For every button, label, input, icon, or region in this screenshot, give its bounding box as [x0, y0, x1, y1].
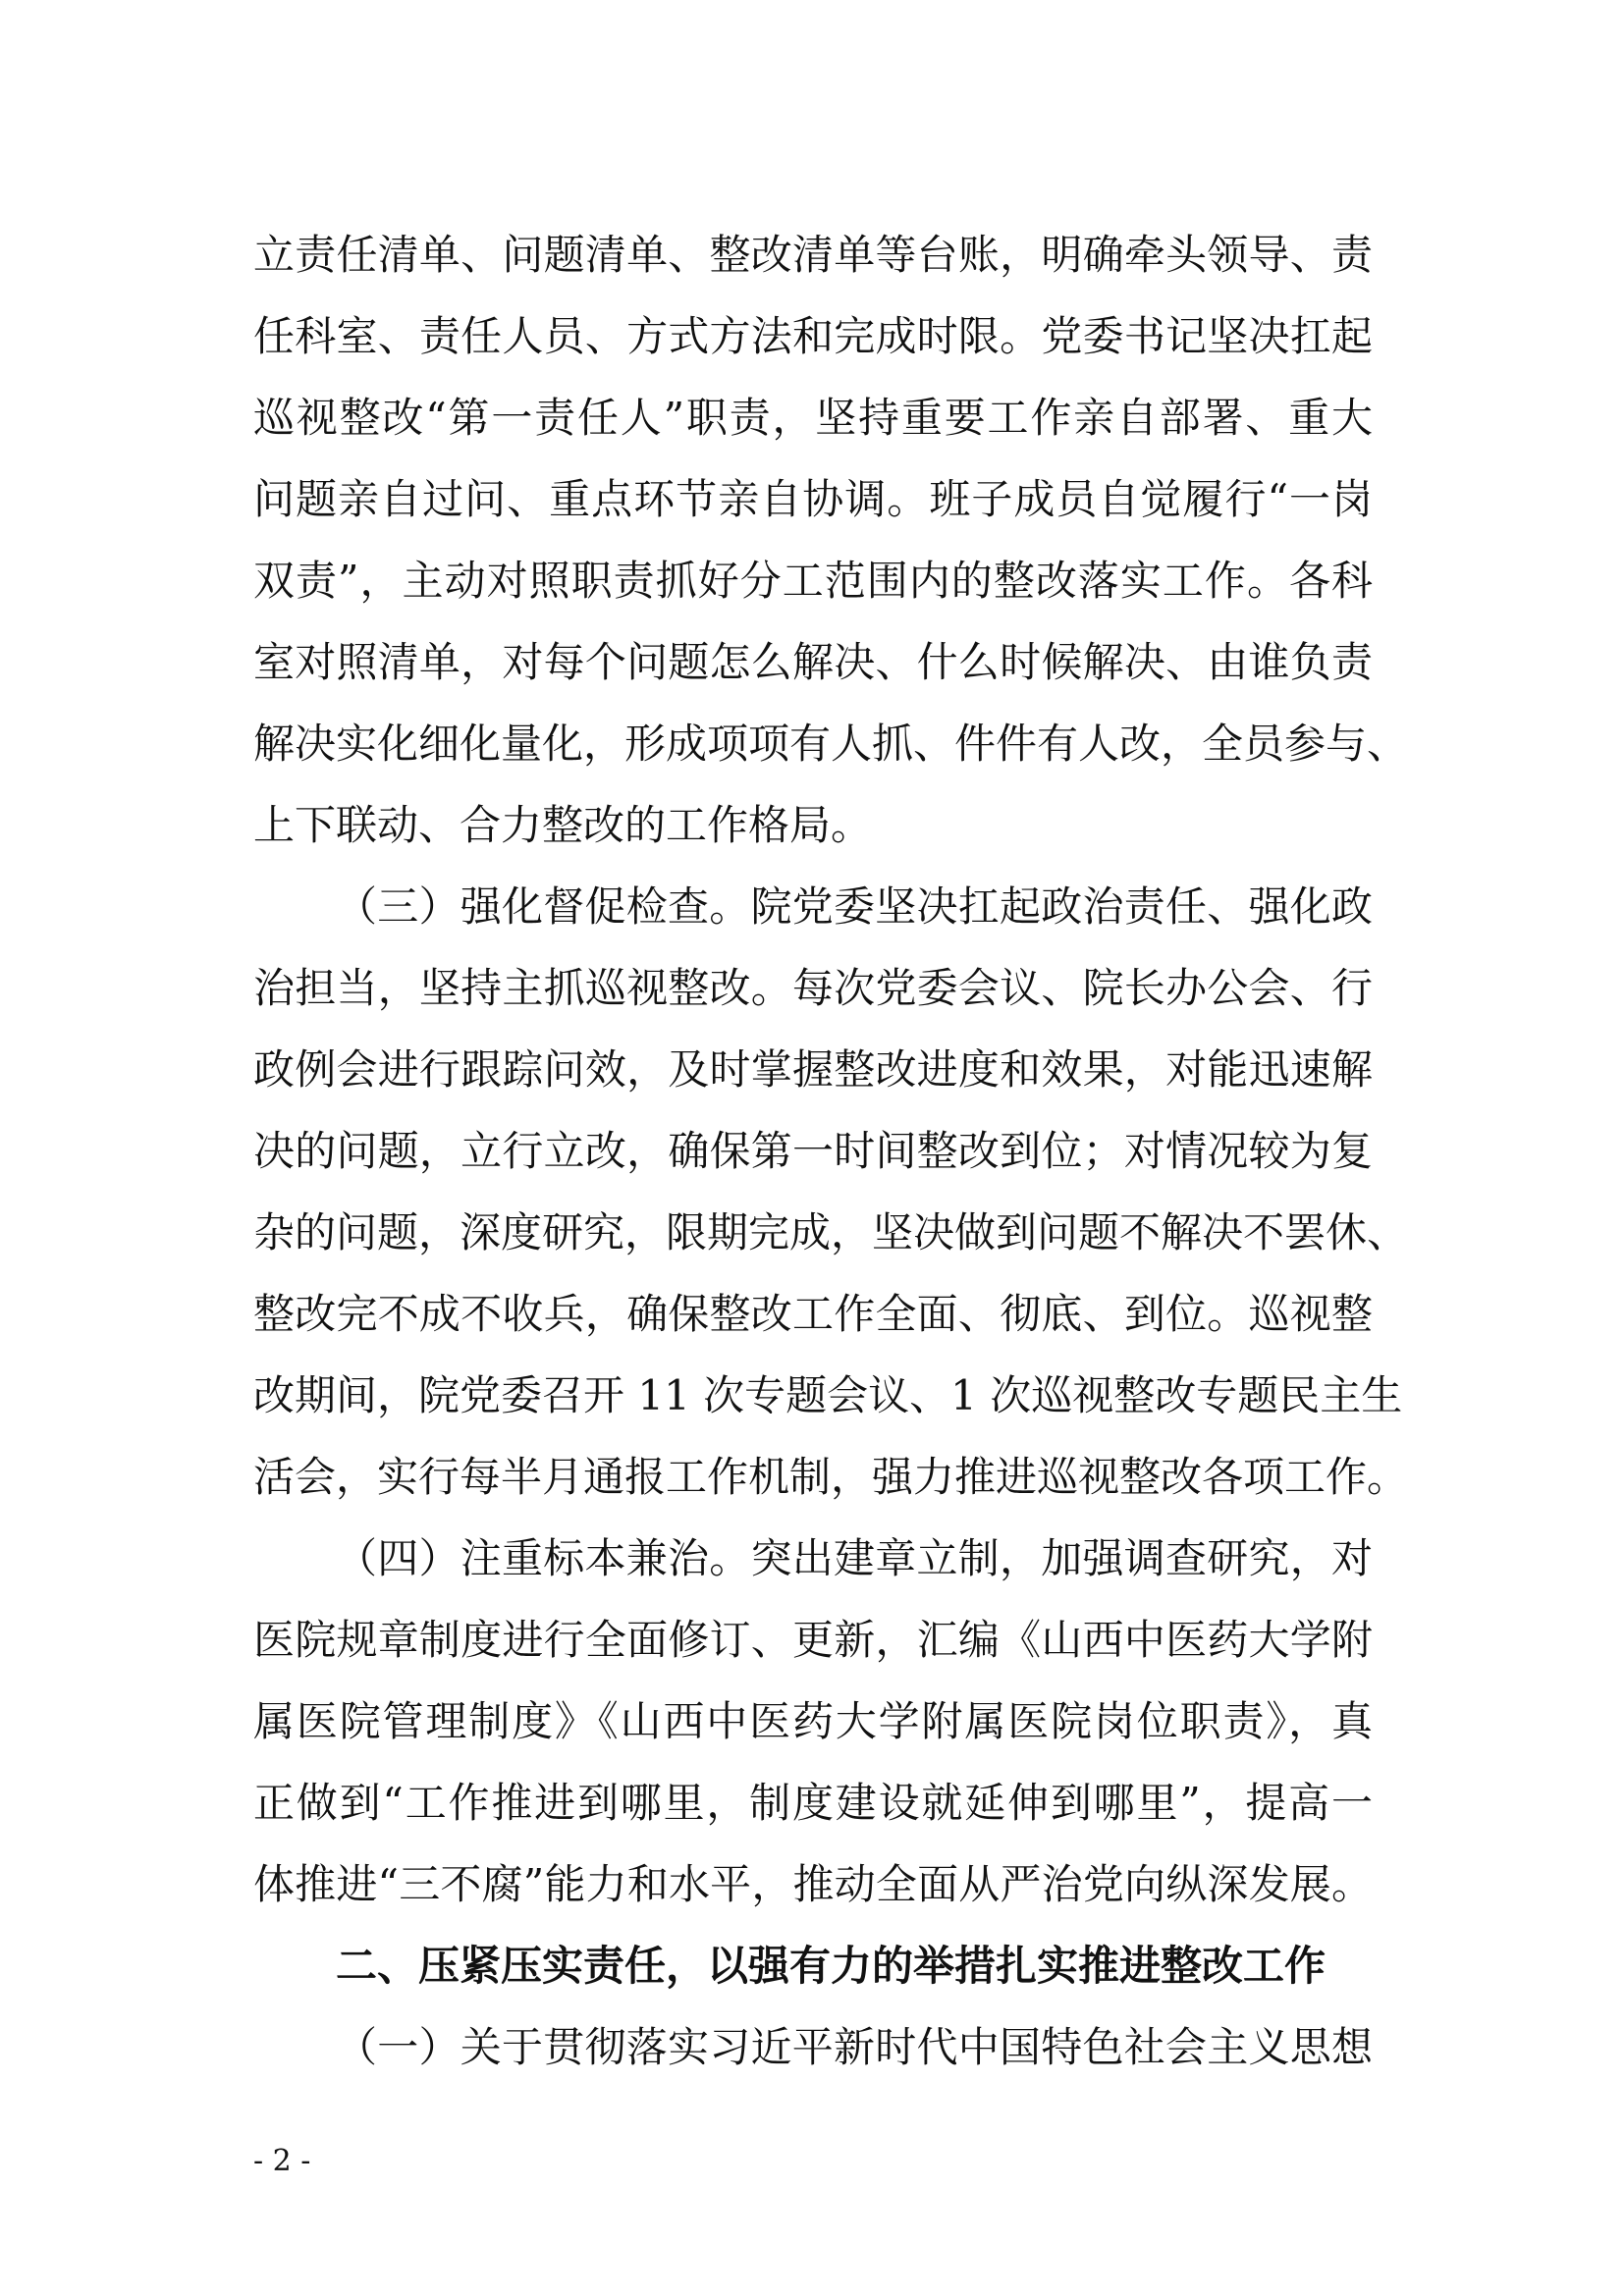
- text-line: 属医院管理制度》《山西中医药大学附属医院岗位职责》，真: [253, 1697, 1373, 1745]
- text-line: 决的问题，立行立改，确保第一时间整改到位；对情况较为复: [253, 1127, 1373, 1175]
- text-line: 双责”，主动对照职责抓好分工范围内的整改落实工作。各科: [253, 557, 1373, 605]
- text-line: 正做到“工作推进到哪里，制度建设就延伸到哪里”，提高一: [253, 1779, 1373, 1827]
- text-line: 解决实化细化量化，形成项项有人抓、件件有人改，全员参与、: [253, 720, 1409, 768]
- text-line: （三）强化督促检查。院党委坚决扛起政治责任、强化政: [336, 882, 1373, 931]
- text-line: （四）注重标本兼治。突出建章立制，加强调查研究，对: [336, 1534, 1373, 1582]
- paragraph-1: [253, 214, 1409, 866]
- paragraph-4: [253, 2006, 1373, 2088]
- text-line: 治担当，坚持主抓巡视整改。每次党委会议、院长办公会、行: [253, 964, 1373, 1012]
- page-number: - 2 -: [253, 2144, 311, 2178]
- text-line: 医院规章制度进行全面修订、更新，汇编《山西中医药大学附: [253, 1616, 1373, 1664]
- text-line: 立责任清单、问题清单、整改清单等台账，明确牵头领导、责: [253, 231, 1373, 279]
- text-line: 室对照清单，对每个问题怎么解决、什么时候解决、由谁负责: [253, 638, 1373, 686]
- text-line: 杂的问题，深度研究，限期完成，坚决做到问题不解决不罢休、: [253, 1208, 1409, 1256]
- text-line: 政例会进行跟踪问效，及时掌握整改进度和效果，对能迅速解: [253, 1045, 1373, 1094]
- text-line: 巡视整改“第一责任人”职责，坚持重要工作亲自部署、重大: [253, 394, 1373, 442]
- text-line: 问题亲自过问、重点环节亲自协调。班子成员自觉履行“一岗: [253, 475, 1373, 523]
- text-line: 活会，实行每半月通报工作机制，强力推进巡视整改各项工作。: [253, 1453, 1409, 1501]
- text-line: 上下联动、合力整改的工作格局。: [253, 801, 873, 849]
- text-line: 体推进“三不腐”能力和水平，推动全面从严治党向纵深发展。: [253, 1860, 1373, 1908]
- paragraph-2: [253, 866, 1409, 1518]
- section-heading: 二、压紧压实责任，以强有力的举措扎实推进整改工作: [336, 1942, 1326, 1990]
- text-line: （一）关于贯彻落实习近平新时代中国特色社会主义思想: [336, 2023, 1373, 2071]
- text-line: 任科室、责任人员、方式方法和完成时限。党委书记坚决扛起: [253, 312, 1373, 360]
- text-line: 改期间，院党委召开 11 次专题会议、1 次巡视整改专题民主生: [253, 1371, 1403, 1419]
- paragraph-3: [253, 1518, 1373, 1925]
- text-line: 整改完不成不收兵，确保整改工作全面、彻底、到位。巡视整: [253, 1290, 1373, 1338]
- document-body: [253, 214, 1409, 2088]
